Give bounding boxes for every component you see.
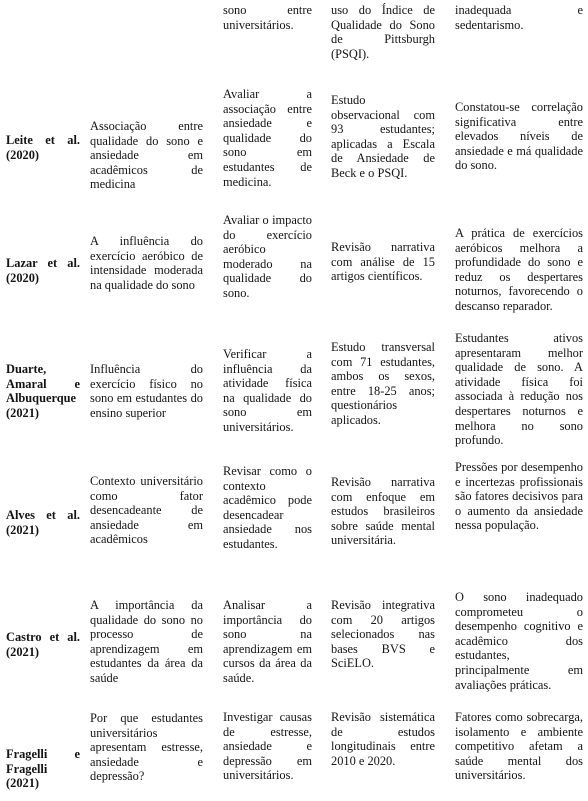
row-0-objective: sono entre universitários. xyxy=(223,3,312,32)
row-1-theme: Associação entre qualidade do sono e ansiedade em acadêmicos de medicina xyxy=(90,119,203,192)
row-6-author: Fragelli e Fragelli (2021) xyxy=(6,747,80,791)
row-4-result: Pressões por desempenho e incertezas profissionais são fatores decisivos para o aumento da ansiedade nessa população. xyxy=(455,460,583,533)
row-3-objective: Verificar a influência da atividade física na qualidade do sono em universitários. xyxy=(223,347,312,434)
row-0-result: inadequada e sedentarismo. xyxy=(455,3,583,32)
row-2-result: A prática de exercícios aeróbicos melhora a profundidade do sono e reduz os despertares noturnos, favorecendo o descanso reparador. xyxy=(455,226,583,313)
row-0-method: uso do Índice de Qualidade do Sono de Pittsburgh (PSQI). xyxy=(331,3,435,61)
row-5-author: Castro et al. (2021) xyxy=(6,630,80,659)
row-5-method: Revisão integrativa com 20 artigos selecionados nas bases BVS e SciELO. xyxy=(331,598,435,671)
row-6-result: Fatores como sobrecarga, isolamento e ambiente competitivo afetam a saúde mental dos universitários. xyxy=(455,710,583,783)
row-6-theme: Por que estudantes universitários apresentam estresse, ansiedade e depressão? xyxy=(90,711,203,784)
row-2-method: Revisão narrativa com análise de 15 artigos científicos. xyxy=(331,240,435,284)
row-2-objective: Avaliar o impacto do exercício aeróbico moderado na qualidade do sono. xyxy=(223,213,312,300)
row-5-result: O sono inadequado comprometeu o desempenho cognitivo e acadêmico dos estudantes, principalmente em avaliações práticas. xyxy=(455,590,583,692)
row-1-result: Constatou-se correlação significativa entre elevados níveis de ansiedade e má qualidade do sono. xyxy=(455,100,583,173)
row-4-method: Revisão narrativa com enfoque em estudos brasileiros sobre saúde mental universitária. xyxy=(331,475,435,548)
row-6-method: Revisão sistemática de estudos longitudinais entre 2010 e 2020. xyxy=(331,710,435,768)
row-3-theme: Influência do exercício físico no sono em estudantes do ensino superior xyxy=(90,362,203,420)
row-3-result: Estudantes ativos apresentaram melhor qualidade de sono. A atividade física foi associada à redução nos despertares noturnos e melhora no sono profundo. xyxy=(455,331,583,448)
row-4-theme: Contexto universitário como fator desencadeante de ansiedade em acadêmicos xyxy=(90,474,203,547)
row-2-theme: A influência do exercício aeróbico de intensidade moderada na qualidade do sono xyxy=(90,234,203,292)
row-1-author: Leite et al. (2020) xyxy=(6,133,80,162)
row-1-objective: Avaliar a associação entre ansiedade e qualidade do sono em estudantes de medicina. xyxy=(223,87,312,189)
row-5-objective: Analisar a importância do sono na aprendizagem em cursos da área da saúde. xyxy=(223,598,312,685)
row-5-theme: A importância da qualidade do sono no processo de aprendizagem em estudantes da área da saúde xyxy=(90,598,203,685)
row-4-objective: Revisar como o contexto acadêmico pode desencadear ansiedade nos estudantes. xyxy=(223,464,312,551)
row-4-author: Alves et al. (2021) xyxy=(6,508,80,537)
row-1-method: Estudo observacional com 93 estudantes; aplicadas a Escala de Ansiedade de Beck e o PSQI. xyxy=(331,93,435,180)
row-3-method: Estudo transversal com 71 estudantes, ambos os sexos, entre 18-25 anos; questionários aplicados. xyxy=(331,340,435,427)
row-2-author: Lazar et al. (2020) xyxy=(6,256,80,285)
row-3-author: Duarte, Amaral e Albuquerque (2021) xyxy=(6,362,80,420)
row-6-objective: Investigar causas de estresse, ansiedade e depressão em universitários. xyxy=(223,710,312,783)
